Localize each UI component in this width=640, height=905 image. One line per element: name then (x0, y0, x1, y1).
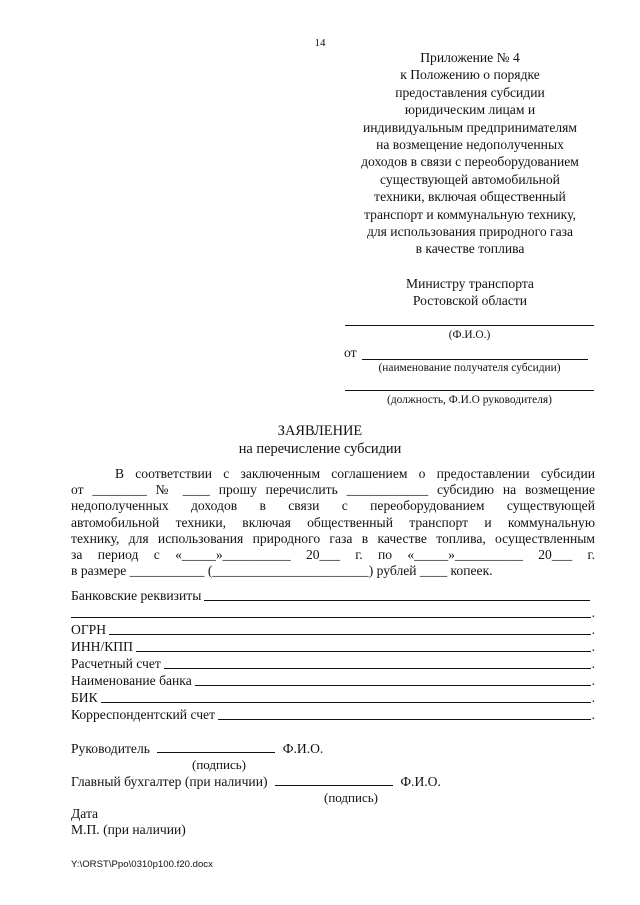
annex-line: к Положению о порядке (400, 67, 540, 83)
title-sub: на перечисление субсидии (238, 441, 402, 457)
inn-kpp-blank[interactable] (136, 651, 591, 652)
from-label: от (344, 345, 357, 360)
title-main: ЗАЯВЛЕНИЕ (277, 423, 363, 439)
head-signature-blank[interactable] (157, 740, 275, 753)
body-line: в размере ___________ (_______________________) рублей ____ копеек. (71, 563, 493, 579)
addressee-line: Ростовской области (412, 293, 528, 309)
annex-line: для использования природного газа (366, 224, 574, 240)
head-fio: Ф.И.О. (282, 741, 324, 756)
row-end-dot: . (591, 639, 595, 654)
bik-label: БИК (71, 690, 98, 705)
row-end-dot: . (591, 656, 595, 671)
inn-kpp-row (71, 639, 595, 655)
head-signature-row (71, 740, 323, 757)
position-blank-line[interactable] (345, 390, 594, 391)
inn-kpp-label: ИНН/КПП (71, 639, 133, 654)
body-line: от ________ № ____ прошу перечислить ____________ субсидию на возмещение (71, 482, 595, 498)
row-end-dot: . (591, 707, 595, 722)
bank-details-blank[interactable] (204, 600, 590, 601)
ogrn-row (71, 622, 595, 638)
account-label: Расчетный счет (71, 656, 161, 671)
body-line: В соответствии с заключенным соглашением о предоставлении субсидии (115, 466, 595, 481)
footer-file-path: Y:\ORST\Ppo\0310p100.f20.docx (71, 859, 213, 870)
body-line: автомобильной техники, включая общественный транспорт и коммунальную (71, 514, 595, 530)
ogrn-blank[interactable] (109, 634, 591, 635)
position-caption: (должность, Ф.И.О руководителя) (387, 394, 552, 406)
bank-name-label: Наименование банка (71, 673, 192, 688)
row-end-dot: . (591, 690, 595, 705)
stamp-label: М.П. (при наличии) (71, 822, 186, 837)
bank-details-continuation (71, 605, 595, 621)
addressee-line: Министру транспорта (406, 276, 534, 291)
row-end-dot: . (591, 622, 595, 637)
document-title (0, 422, 640, 458)
recipient-blank-line[interactable] (362, 359, 588, 360)
body-line: за период с «_____»__________ 20___ г. по «_____»__________ 20___ г. (71, 547, 595, 563)
fio-caption: (Ф.И.О.) (448, 329, 491, 341)
page-number: 14 (314, 37, 326, 49)
recipient-caption: (наименование получателя субсидии) (378, 362, 561, 374)
annex-line: на возмещение недополученных (376, 137, 564, 153)
annex-line: существующей автомобильной (380, 171, 560, 187)
corr-account-label: Корреспондентский счет (71, 707, 216, 722)
head-label: Руководитель (71, 741, 150, 756)
bik-row (71, 690, 595, 706)
account-row (71, 656, 595, 672)
fio-blank-line[interactable] (345, 325, 594, 326)
bank-details-label: Банковские реквизиты (71, 588, 202, 603)
application-body (71, 466, 595, 579)
account-blank[interactable] (164, 668, 591, 669)
bank-name-row (71, 673, 595, 689)
bank-details-blank-2[interactable] (71, 617, 591, 618)
body-line: недополученных доходов в связи с переоборудованием существующей (71, 498, 595, 514)
bank-details-row (71, 588, 590, 604)
accountant-label: Главный бухгалтер (при наличии) (71, 774, 268, 789)
ogrn-label: ОГРН (71, 622, 107, 637)
accountant-signature-caption: (подпись) (324, 790, 378, 805)
annex-line: в качестве топлива (415, 241, 525, 257)
head-signature-caption: (подпись) (192, 757, 246, 772)
addressee-block (340, 275, 600, 310)
annex-header (340, 49, 600, 258)
annex-line: транспорт и коммунальную технику, (364, 206, 576, 222)
row-end-dot: . (591, 605, 595, 620)
annex-line: предоставления субсидии (395, 84, 545, 100)
annex-line: доходов в связи с переоборудованием (361, 154, 579, 170)
bik-blank[interactable] (101, 702, 591, 703)
row-end-dot: . (591, 673, 595, 688)
annex-line: техники, включая общественный (374, 189, 566, 205)
date-label: Дата (71, 806, 99, 821)
accountant-signature-blank[interactable] (275, 773, 393, 786)
corr-account-blank[interactable] (218, 719, 591, 720)
bank-name-blank[interactable] (195, 685, 591, 686)
accountant-fio: Ф.И.О. (400, 774, 441, 789)
annex-line: индивидуальным предпринимателям (362, 119, 578, 135)
annex-line: юридическим лицам и (404, 102, 536, 118)
corr-account-row (71, 707, 595, 723)
annex-line: Приложение № 4 (420, 50, 520, 65)
accountant-signature-row (71, 773, 441, 790)
body-line: технику, для использования природного газа в качестве топлива, осуществленным (71, 530, 595, 546)
